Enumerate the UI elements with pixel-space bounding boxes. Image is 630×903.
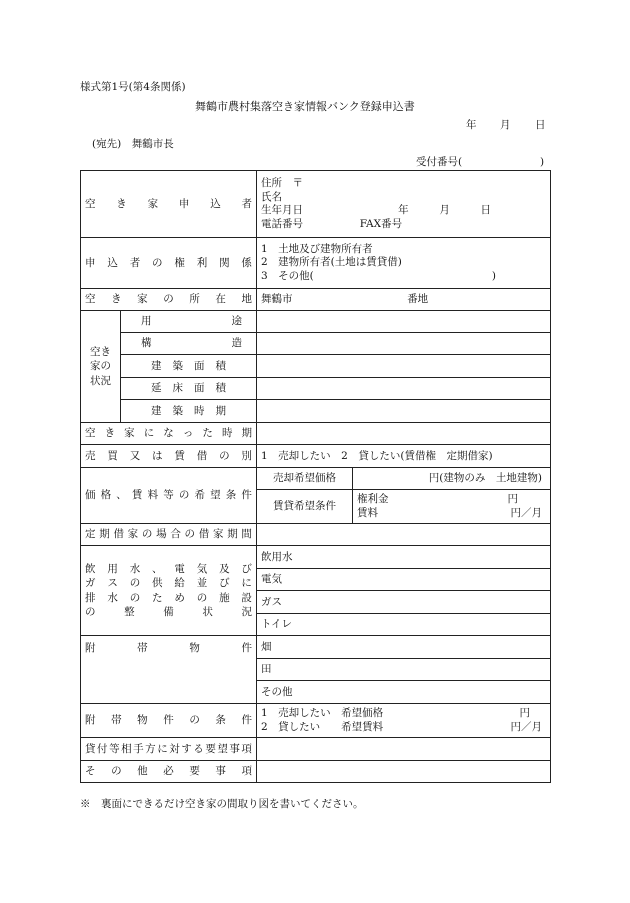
footnote: ※ 裏面にできるだけ空き家の間取り図を書いてください。 <box>80 798 364 810</box>
attached-label: 附 帯 物 件 <box>85 642 252 654</box>
applicant-birth-row <box>261 204 546 218</box>
attached-sale-row <box>261 707 546 721</box>
key-money-unit: 円 <box>507 493 518 505</box>
status-floor-area-row <box>81 378 551 400</box>
applicant-phone: 電話番号 <box>261 217 303 230</box>
location-value-cell[interactable] <box>257 289 551 311</box>
status-use-value[interactable] <box>257 311 551 333</box>
attached-other[interactable]: その他 <box>257 681 551 704</box>
status-built-time-row <box>81 400 551 423</box>
applicant-value-cell[interactable] <box>257 171 551 238</box>
status-use-label-cell <box>121 311 257 333</box>
status-use-label: 用 途 <box>141 315 242 328</box>
birth-day: 日 <box>480 204 491 216</box>
other-label-cell <box>81 761 257 783</box>
vacant-since-row <box>81 423 551 445</box>
status-group-label-2: 家の <box>90 360 111 373</box>
price-sale-unit: 円(建物のみ 土地建物) <box>428 472 542 485</box>
attached-conditions-label-cell <box>81 704 257 738</box>
status-built-time-label-cell <box>121 400 257 423</box>
rights-option-3: 3 その他( <box>261 269 314 282</box>
rights-label: 申 込 者 の 権 利 関 係 <box>85 256 252 269</box>
price-rent-value[interactable] <box>353 490 551 524</box>
status-floor-area-value[interactable] <box>257 378 551 400</box>
status-group-label-cell <box>81 311 121 423</box>
requests-value[interactable] <box>257 738 551 761</box>
requests-label: 貸 付 等 相 手 方 に 対 す る 要 望 事 項 <box>85 742 252 755</box>
status-use-row <box>81 311 551 333</box>
attached-sale: 1 売却したい 希望価格 <box>261 707 384 719</box>
status-structure-label-cell <box>121 333 257 355</box>
status-built-time-value[interactable] <box>257 400 551 423</box>
attached-rent-unit: 円／月 <box>510 720 542 733</box>
requests-label-cell <box>81 738 257 761</box>
rent-unit: 円／月 <box>510 506 542 519</box>
location-banchi: 番地 <box>407 293 429 306</box>
attached-field[interactable]: 畑 <box>257 636 551 659</box>
status-built-time-label: 建 築 時 期 <box>151 404 226 417</box>
utilities-label-cell <box>81 546 257 636</box>
rights-option-3-row[interactable] <box>261 270 546 284</box>
rights-value-cell[interactable] <box>257 238 551 289</box>
utilities-label-line-4: の 整 備 状 況 <box>85 605 252 618</box>
price-sale-row <box>81 468 551 490</box>
utilities-water[interactable]: 飲用水 <box>257 546 551 569</box>
other-value[interactable] <box>257 761 551 783</box>
utilities-label-line-1: 飲 用 水 、 電 気 及 び <box>85 563 252 576</box>
location-label: 空 き 家 の 所 在 地 <box>85 293 252 306</box>
birth-year: 年 <box>398 204 409 216</box>
price-label-cell <box>81 468 257 524</box>
applicant-label: 空 き 家 申 込 者 <box>85 197 252 210</box>
location-row <box>81 289 551 311</box>
date-day: 日 <box>535 119 546 131</box>
attached-rent: 2 貸したい 希望賃料 <box>261 720 384 733</box>
date-month: 月 <box>500 119 511 131</box>
attached-paddy[interactable]: 田 <box>257 659 551 681</box>
rights-option-1[interactable]: 1 土地及び建物所有者 <box>261 242 373 255</box>
applicant-row <box>81 171 551 238</box>
registration-form-table <box>80 170 551 783</box>
rights-option-2[interactable]: 2 建物所有者(土地は賃貸借) <box>261 256 402 269</box>
receipt-number-label: 受付番号( <box>416 156 463 168</box>
utilities-label-line-2: ガ ス の 供 給 並 び に <box>85 577 252 590</box>
rights-label-cell <box>81 238 257 289</box>
form-number: 様式第1号(第4条関係) <box>80 81 186 93</box>
price-rent-label: 賃貸希望条件 <box>257 490 353 524</box>
location-city: 舞鶴市 <box>261 293 293 306</box>
vacant-since-label: 空 き 家 に な っ た 時 期 <box>85 427 252 440</box>
applicant-label-cell <box>81 171 257 238</box>
sale-rent-label-cell <box>81 445 257 468</box>
utilities-electricity[interactable]: 電気 <box>257 569 551 591</box>
applicant-address: 住所 〒 <box>261 177 303 189</box>
status-building-area-label-cell <box>121 355 257 378</box>
other-label: そ の 他 必 要 事 項 <box>85 765 252 778</box>
utilities-toilet[interactable]: トイレ <box>257 614 551 636</box>
birth-month: 月 <box>439 204 450 216</box>
applicant-fax: FAX番号 <box>359 217 403 230</box>
status-structure-row <box>81 333 551 355</box>
price-sale-label: 売却希望価格 <box>257 468 353 490</box>
attached-rent-row <box>261 721 546 735</box>
sale-rent-row <box>81 445 551 468</box>
attached-label-cell <box>81 636 257 704</box>
rights-row <box>81 238 551 289</box>
fixed-term-value[interactable] <box>257 524 551 546</box>
rent-row <box>357 507 546 521</box>
status-floor-area-label: 延 床 面 積 <box>151 382 226 395</box>
price-label: 価 格 、 賃 料 等 の 希 望 条 件 <box>85 489 252 502</box>
attached-conditions-row <box>81 704 551 738</box>
applicant-phone-row <box>261 218 546 232</box>
status-building-area-label: 建 築 面 積 <box>151 359 226 372</box>
fixed-term-row <box>81 524 551 546</box>
attached-sale-unit: 円 <box>519 707 530 719</box>
utilities-water-row <box>81 546 551 569</box>
applicant-birth-date <box>398 204 491 218</box>
key-money-label: 権利金 <box>357 493 389 505</box>
other-row <box>81 761 551 783</box>
location-label-cell <box>81 289 257 311</box>
rights-option-3-close: ) <box>491 269 496 282</box>
form-title: 舞鶴市農村集落空き家情報バンク登録申込書 <box>195 100 415 113</box>
rent-label: 賃料 <box>357 506 378 519</box>
addressee: (宛先) 舞鶴市長 <box>92 138 174 150</box>
status-floor-area-label-cell <box>121 378 257 400</box>
requests-row <box>81 738 551 761</box>
sale-rent-label: 売 買 又 は 賃 借 の 別 <box>85 449 252 462</box>
fixed-term-label: 定 期 借 家 の 場 合 の 借 家 期 間 <box>85 528 252 541</box>
status-group-label-1: 空き <box>90 346 111 359</box>
status-building-area-row <box>81 355 551 378</box>
price-sale-value[interactable] <box>353 468 551 490</box>
key-money-row <box>357 493 546 507</box>
status-structure-value[interactable] <box>257 333 551 355</box>
sale-rent-value[interactable]: 1 売却したい 2 貸したい(賃借権 定期借家) <box>257 445 551 468</box>
receipt-number-close: ) <box>540 156 545 168</box>
applicant-birth: 生年月日 <box>261 204 303 216</box>
attached-conditions-label: 附 帯 物 件 の 条 件 <box>85 714 252 727</box>
utilities-gas[interactable]: ガス <box>257 591 551 614</box>
fixed-term-label-cell <box>81 524 257 546</box>
attached-field-row <box>81 636 551 659</box>
status-building-area-value[interactable] <box>257 355 551 378</box>
status-structure-label: 構 造 <box>141 337 242 350</box>
applicant-name: 氏名 <box>261 190 282 203</box>
date-year: 年 <box>466 119 477 131</box>
attached-conditions-value[interactable] <box>257 704 551 738</box>
vacant-since-label-cell <box>81 423 257 445</box>
vacant-since-value[interactable] <box>257 423 551 445</box>
utilities-label-line-3: 排 水 の た め の 施 設 <box>85 591 252 604</box>
status-group-label-3: 状況 <box>90 374 111 387</box>
